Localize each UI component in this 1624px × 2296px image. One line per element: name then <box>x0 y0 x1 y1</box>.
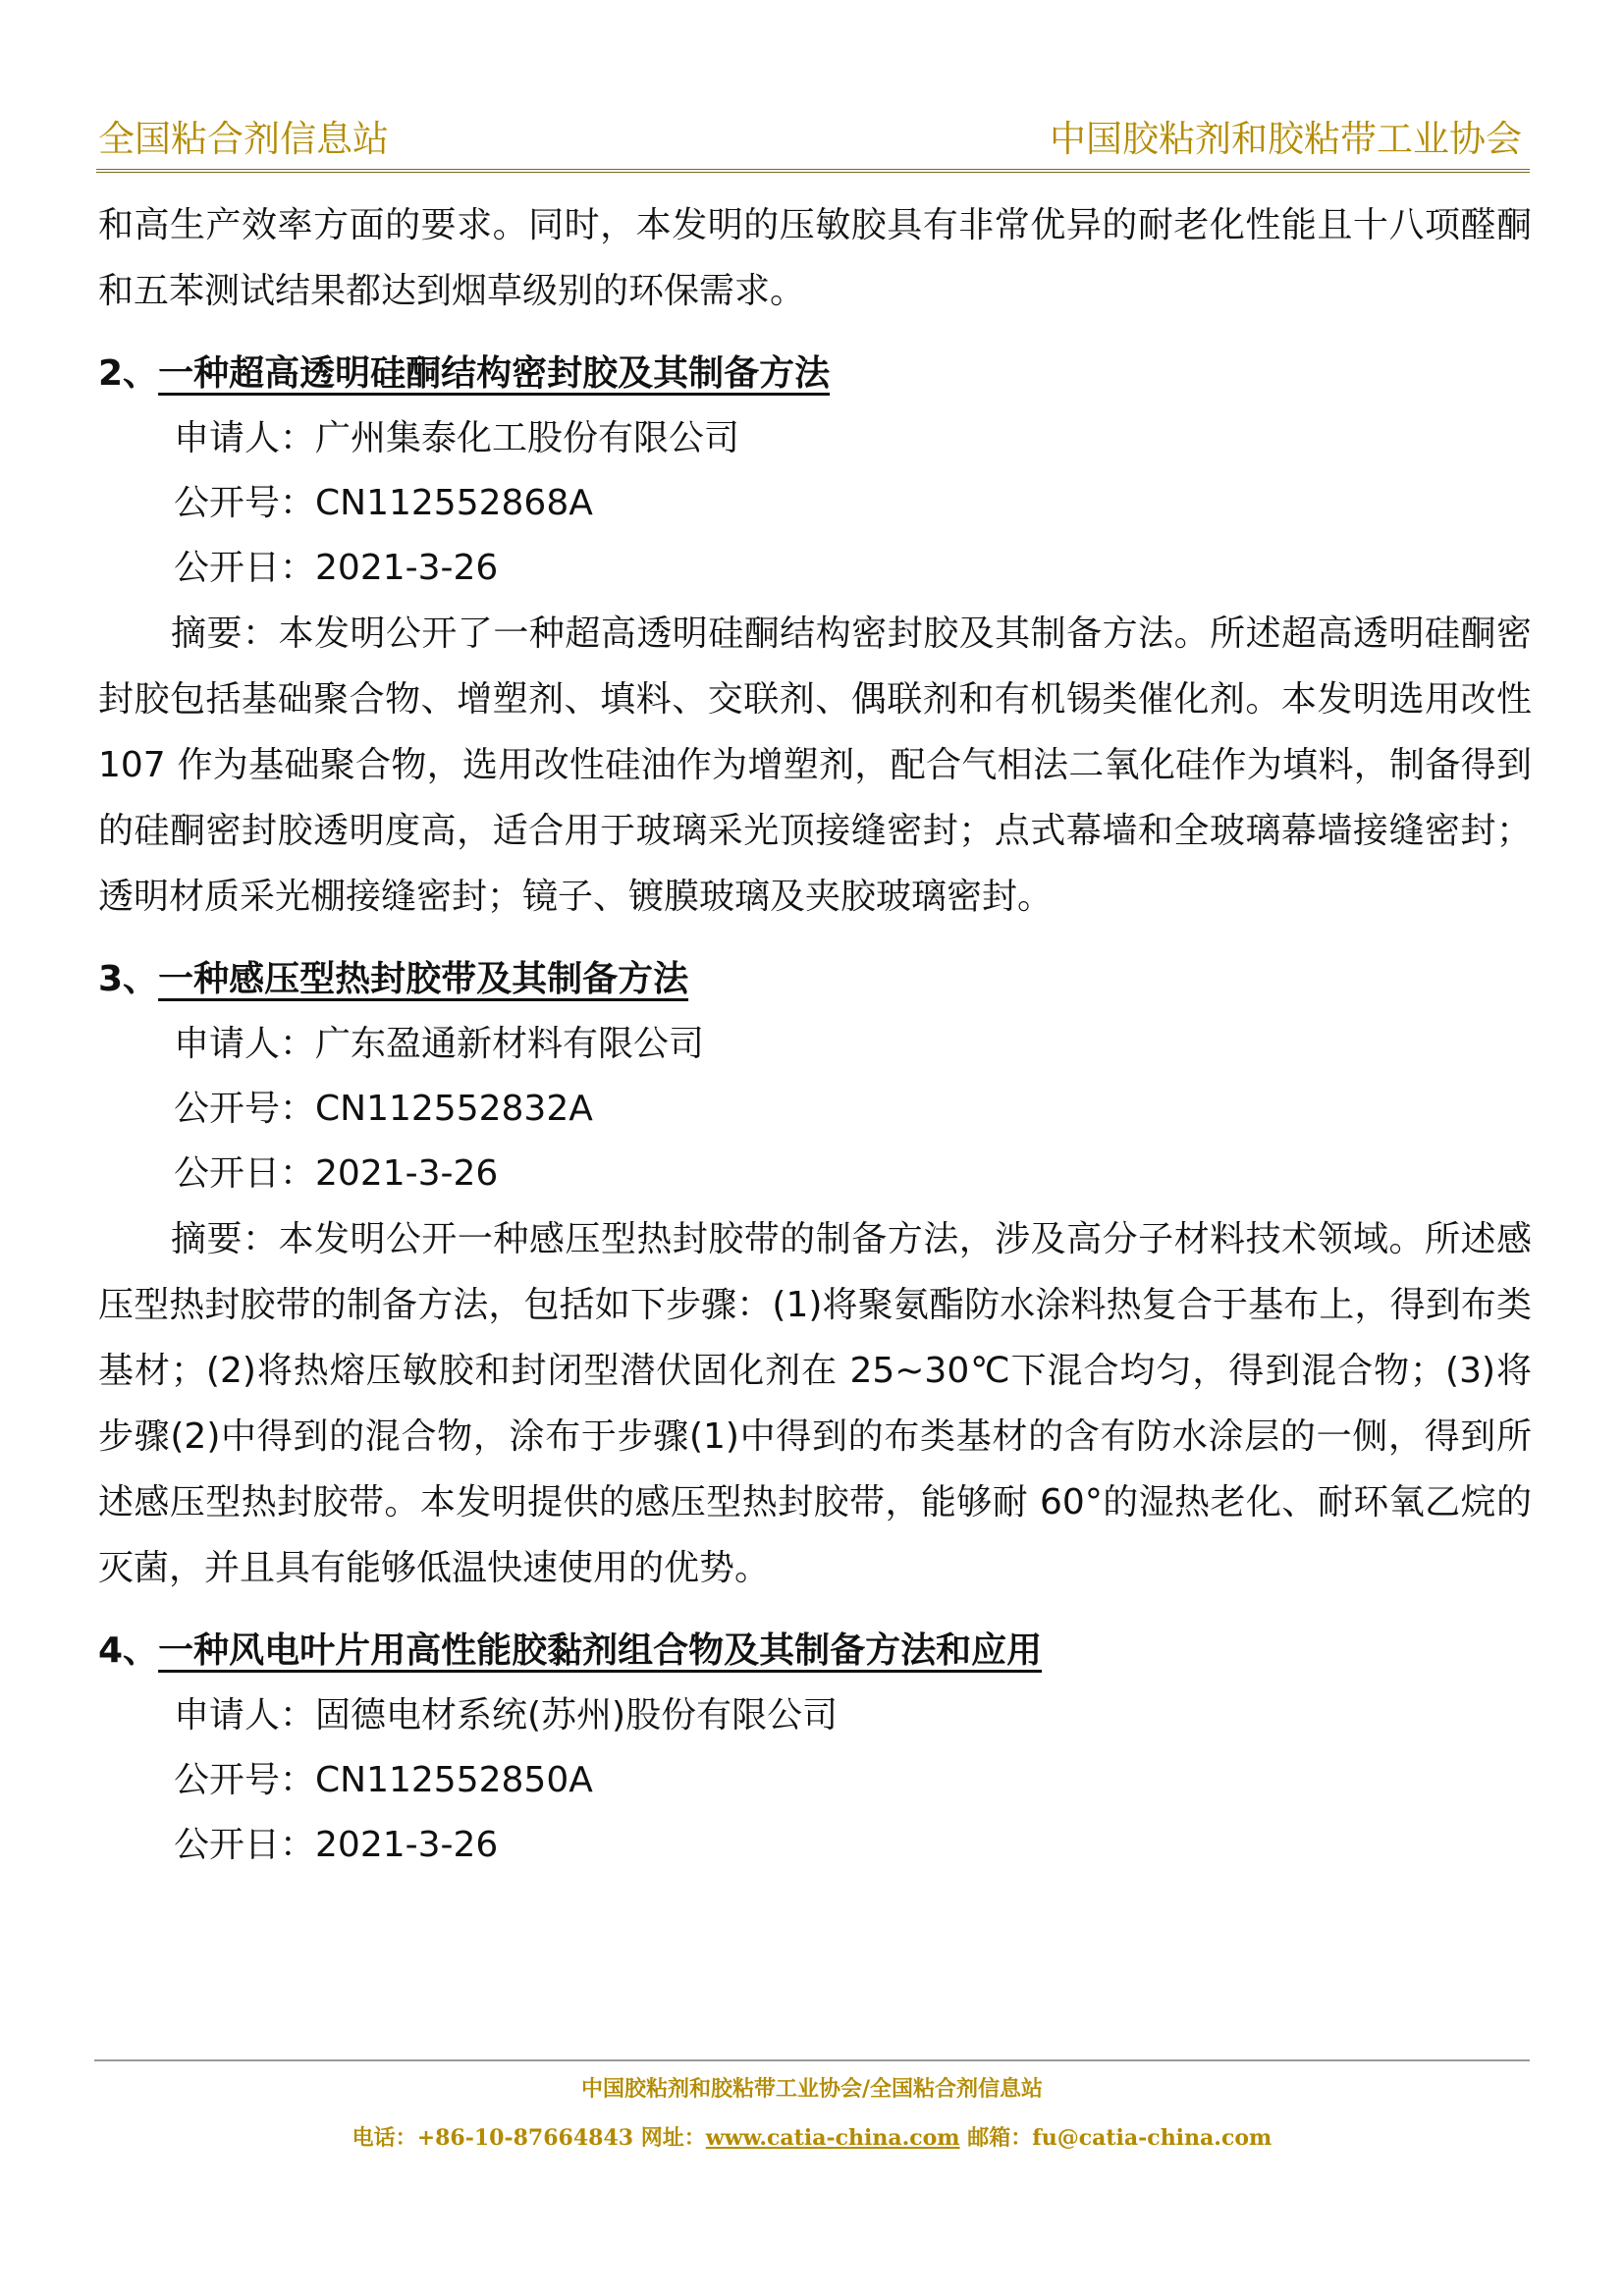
pub-date-label: 公开日： <box>174 1153 316 1194</box>
email-label: 邮箱： <box>967 2125 1033 2151</box>
applicant-line <box>98 406 1532 471</box>
pub-date-value: 2021-3-26 <box>315 1825 499 1865</box>
abstract-paragraph <box>98 1206 1532 1601</box>
page-header <box>96 110 1530 173</box>
footer-contact <box>0 2116 1624 2160</box>
pub-date-line <box>98 1142 1532 1206</box>
pub-no-label: 公开号： <box>174 1089 316 1129</box>
abstract-paragraph <box>98 601 1532 930</box>
entry-number: 3、 <box>98 959 159 999</box>
entry-number: 2、 <box>98 353 159 394</box>
patent-entry-3 <box>98 947 1532 1601</box>
applicant-label: 申请人： <box>174 1695 316 1735</box>
pub-no-label: 公开号： <box>174 483 316 523</box>
header-right-title: 中国胶粘剂和胶粘带工业协会 <box>1050 118 1522 160</box>
pub-date-value: 2021-3-26 <box>315 548 499 588</box>
entry-title <box>98 342 1532 406</box>
phone-label: 电话： <box>352 2125 417 2151</box>
pub-date-label: 公开日： <box>174 548 316 588</box>
entry-title <box>98 1619 1532 1683</box>
entry-title <box>98 947 1532 1012</box>
applicant-value: 广东盈通新材料有限公司 <box>315 1024 705 1064</box>
patent-entry-4 <box>98 1619 1532 1878</box>
pub-no-line <box>98 1748 1532 1813</box>
phone-value: +86-10-87664843 <box>416 2125 634 2151</box>
applicant-value: 固德电材系统(苏州)股份有限公司 <box>315 1695 839 1735</box>
pub-no-line <box>98 471 1532 536</box>
pub-no-value: CN112552868A <box>315 483 593 523</box>
footer-divider <box>94 2059 1530 2061</box>
abstract-label: 摘要： <box>171 614 279 654</box>
applicant-label: 申请人： <box>174 418 316 458</box>
header-left-title: 全国粘合剂信息站 <box>98 118 389 160</box>
website-label: 网址： <box>640 2125 706 2151</box>
footer-organization: 中国胶粘剂和胶粘带工业协会/全国粘合剂信息站 <box>580 2076 1044 2102</box>
entry-title-text: 一种感压型热封胶带及其制备方法 <box>158 959 689 999</box>
applicant-line <box>98 1683 1532 1748</box>
applicant-label: 申请人： <box>174 1024 316 1064</box>
intro-paragraph: 和高生产效率方面的要求。同时，本发明的压敏胶具有非常优异的耐老化性能且十八项醛酮和五苯测试结果都达到烟草级别的环保需求。 <box>98 205 1532 311</box>
abstract-label: 摘要： <box>171 1219 279 1259</box>
patent-entry-2 <box>98 342 1532 930</box>
document-body <box>98 192 1532 1878</box>
website-link[interactable]: www.catia-china.com <box>705 2125 960 2151</box>
abstract-text: 本发明公开了一种超高透明硅酮结构密封胶及其制备方法。所述超高透明硅酮密封胶包括基础聚合物、增塑剂、填料、交联剂、偶联剂和有机锡类催化剂。本发明选用改性 107 作为基础聚合物，选用改性硅油作为增塑剂，配合气相法二氧化硅作为填料，制备得到的硅酮密封胶透明度高，适合用于玻璃采光顶接缝密封；点式幕墙和全玻璃幕墙接缝密封；透明材质采光棚接缝密封；镜子、镀膜玻璃及夹胶玻璃密封。 <box>98 614 1532 917</box>
pub-date-value: 2021-3-26 <box>315 1153 499 1194</box>
applicant-line <box>98 1012 1532 1077</box>
abstract-text: 本发明公开一种感压型热封胶带的制备方法，涉及高分子材料技术领域。所述感压型热封胶带的制备方法，包括如下步骤：(1)将聚氨酯防水涂料热复合于基布上，得到布类基材；(2)将热熔压敏胶和封闭型潜伏固化剂在 25~30℃下混合均匀，得到混合物；(3)将步骤(2)中得到的混合物，涂布于步骤(1)中得到的布类基材的含有防水涂层的一侧，得到所述感压型热封胶带。本发明提供的感压型热封胶带，能够耐 60°的湿热老化、耐环氧乙烷的灭菌，并且具有能够低温快速使用的优势。 <box>98 1219 1532 1588</box>
pub-date-label: 公开日： <box>174 1825 316 1865</box>
pub-no-value: CN112552832A <box>315 1089 593 1129</box>
entry-title-text: 一种超高透明硅酮结构密封胶及其制备方法 <box>158 353 831 394</box>
email-value: fu@catia-china.com <box>1032 2125 1272 2151</box>
entry-title-text: 一种风电叶片用高性能胶黏剂组合物及其制备方法和应用 <box>158 1630 1043 1671</box>
pub-no-value: CN112552850A <box>315 1760 593 1800</box>
pub-no-line <box>98 1077 1532 1142</box>
pub-no-label: 公开号： <box>174 1760 316 1800</box>
entry-number: 4、 <box>98 1630 159 1671</box>
pub-date-line <box>98 1813 1532 1878</box>
pub-date-line <box>98 536 1532 601</box>
applicant-value: 广州集泰化工股份有限公司 <box>315 418 740 458</box>
